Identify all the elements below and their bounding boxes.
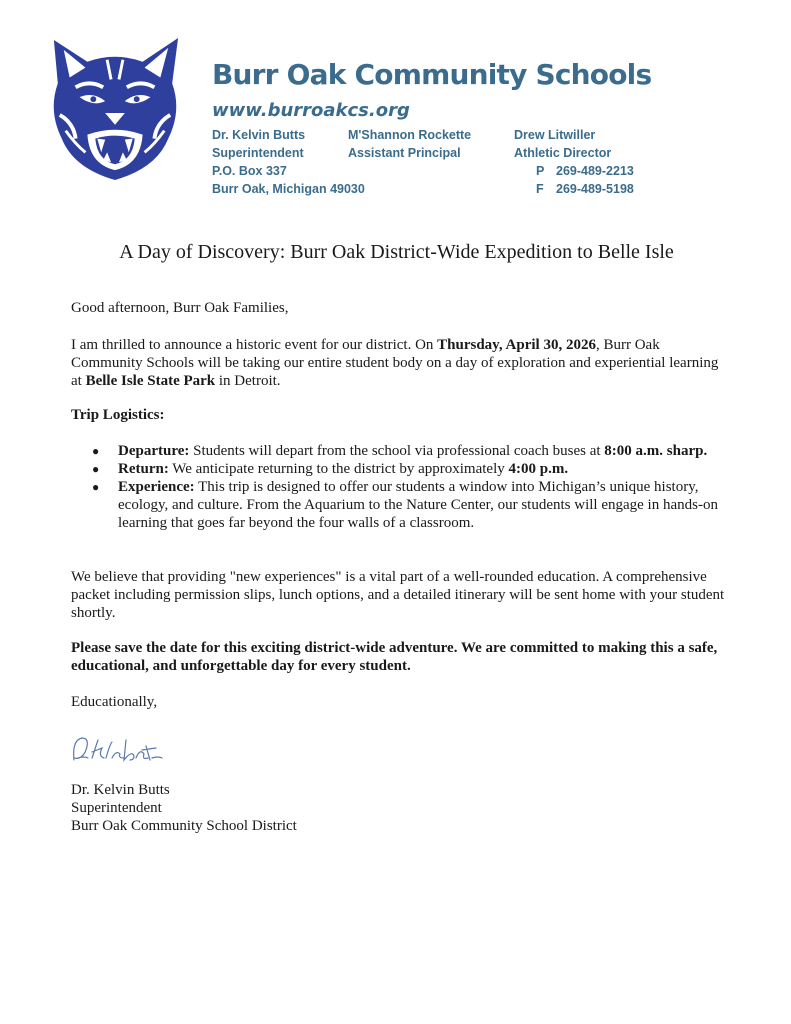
bullet-icon: ● — [92, 444, 100, 458]
contact-title: Superintendent — [212, 146, 304, 160]
signer-name: Dr. Kelvin Butts — [71, 782, 170, 798]
item-label: Return: — [118, 461, 169, 477]
letter-title: A Day of Discovery: Burr Oak District-Wide Expedition to Belle Isle — [119, 241, 674, 263]
signature-block — [71, 781, 731, 835]
fax-number: 269-489-5198 — [556, 182, 634, 196]
fax-row — [514, 180, 634, 198]
intro-text: , Burr Oak Community Schools will be taking our entire student body on a day of exploration and experiential learning at — [71, 337, 719, 389]
departure-time: 8:00 a.m. sharp. — [604, 443, 708, 459]
intro-paragraph — [71, 336, 731, 390]
return-time: 4:00 p.m. — [508, 461, 569, 477]
logistics-list — [71, 442, 731, 532]
list-item-departure — [71, 442, 731, 460]
contact-athletic-director — [514, 126, 634, 198]
contact-assistant-principal — [348, 126, 471, 162]
item-text: This trip is designed to offer our students a window into Michigan’s unique history, ecology, and culture. From the Aquarium to the Nature Center, our students will engage in hands-on learning that goes far beyond the four walls of a classroom. — [118, 479, 718, 531]
intro-text: I am thrilled to announce a historic event for our district. On — [71, 337, 438, 353]
trip-location: Belle Isle State Park — [85, 373, 216, 389]
phone-row — [514, 162, 634, 180]
item-text: Students will depart from the school via professional coach buses at — [189, 443, 605, 459]
wildcat-mascot-icon — [46, 36, 184, 184]
list-item-experience — [71, 478, 731, 532]
school-name: Burr Oak Community Schools — [212, 58, 652, 91]
logistics-heading: Trip Logistics: — [71, 407, 165, 423]
fax-label: F — [536, 182, 544, 196]
item-label: Departure: — [118, 443, 190, 459]
greeting: Good afternoon, Burr Oak Families, — [71, 300, 289, 316]
bullet-icon: ● — [92, 462, 100, 476]
phone-number[interactable]: 269-489-2213 — [556, 164, 634, 178]
item-label: Experience: — [118, 479, 195, 495]
contact-name: Dr. Kelvin Butts — [212, 128, 306, 142]
phone-label: P — [536, 164, 545, 178]
signer-title: Superintendent — [71, 800, 162, 816]
belief-paragraph: We believe that providing "new experiences" is a vital part of a well-rounded education. A comprehensive packet including permission slips, lunch options, and a detailed itinerary will be sent home with your student shortly. — [71, 569, 725, 621]
intro-text: in Detroit. — [215, 373, 281, 389]
letterhead — [0, 0, 791, 210]
list-item-return — [71, 460, 731, 478]
city-address: Burr Oak, Michigan 49030 — [212, 182, 365, 196]
signer-organization: Burr Oak Community School District — [71, 818, 297, 834]
contact-title: Athletic Director — [514, 146, 612, 160]
po-box: P.O. Box 337 — [212, 164, 287, 178]
contact-name: Drew Litwiller — [514, 128, 596, 142]
website-link[interactable]: www.burroakcs.org — [212, 100, 410, 121]
contact-name: M'Shannon Rockette — [348, 128, 472, 142]
bullet-icon: ● — [92, 480, 100, 494]
contact-title: Assistant Principal — [348, 146, 461, 160]
contact-superintendent — [212, 126, 365, 198]
signature-image — [68, 728, 168, 768]
save-date-paragraph: Please save the date for this exciting district-wide adventure. We are committed to making this a safe, educational, and unforgettable day for every student. — [71, 640, 718, 674]
item-text: We anticipate returning to the district by approximately — [168, 461, 509, 477]
closing: Educationally, — [71, 694, 158, 710]
trip-date: Thursday, April 30, 2026 — [437, 337, 596, 353]
